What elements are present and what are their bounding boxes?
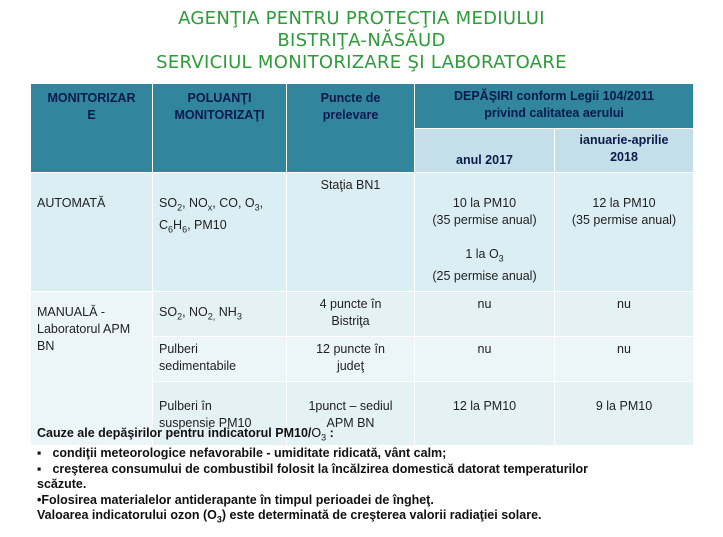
agency-county: BISTRIŢA-NĂSĂUD: [277, 30, 446, 51]
bullet-icon: ▪: [37, 446, 42, 461]
header-anul-2017: anul 2017: [415, 129, 555, 173]
row-manual-type: MANUALĂ - Laboratorul APM BN: [31, 291, 153, 445]
row-automata-pollutants: $SO_2$, $NO_x$, CO, $O_3$, $C_6H_6$, PM10: [153, 173, 287, 292]
row-manual-2-2018: nu: [555, 336, 694, 381]
exceedance-causes-notes: [37, 426, 697, 529]
row-manual-1-2018: nu: [555, 291, 694, 336]
row-manual-1-point: 4 puncte în Bistriţa: [287, 291, 415, 336]
agency-title: AGENŢIA PENTRU PROTECŢIA MEDIULUI: [178, 8, 545, 29]
row-manual-2-point: 12 puncte în judeţ: [287, 336, 415, 381]
row-manual-3-pollutants: Pulberi în suspensie PM10: [153, 381, 287, 445]
row-automata-type: AUTOMATĂ: [31, 173, 153, 292]
notes-heading: Cauze ale depăşirilor pentru indicatorul $PM10/O_3$ :: [37, 426, 334, 443]
header-monitorizare: MONITORIZAR E: [31, 84, 153, 173]
row-manual-3-2018: 9 la PM10: [555, 381, 694, 445]
row-automata-2017: 10 la PM10 (35 permise anual) 1 la $O_3$ (25 permise anual): [415, 173, 555, 292]
bullet-icon: ▪: [37, 461, 42, 476]
row-manual-1-pollutants: $SO_2$, $NO_{2,}$ $NH_3$: [153, 291, 287, 336]
notes-cause-antiskid: •Folosirea materialelor antiderapante în timpul perioadei de îngheţ.: [37, 492, 434, 507]
row-manual-2-pollutants: Pulberi sedimentabile: [153, 336, 287, 381]
row-automata-point: Staţia BN1: [287, 173, 415, 292]
header-ianuarie-2018: ianuarie-aprilie 2018: [555, 129, 694, 173]
monitoring-table: [30, 83, 694, 446]
header-poluanti: POLUANŢI MONITORIZAŢI: [153, 84, 287, 173]
row-manual-2-2017: nu: [415, 336, 555, 381]
notes-ozone: Valoarea indicatorului ozon $(O_3)$ este determinată de creşterea valorii radiaţiei solare.: [37, 508, 542, 525]
notes-cause-weather: ▪ condiţii meteorologice nefavorabile - umiditate ridicată, vânt calm;: [37, 446, 447, 461]
notes-cause-fuel-cont: scăzute.: [37, 477, 87, 492]
row-manual-3-point: 1punct – sediul APM BN: [287, 381, 415, 445]
notes-cause-fuel: ▪ creşterea consumului de combustibil folosit la încălzirea domestică datorat temperaturilor: [37, 461, 589, 476]
header-puncte: Puncte de prelevare: [287, 84, 415, 173]
department-title: SERVICIUL MONITORIZARE ŞI LABORATOARE: [156, 52, 567, 73]
row-automata-2018: 12 la PM10 (35 permise anual): [555, 173, 694, 292]
row-manual-1-2017: nu: [415, 291, 555, 336]
header-depasiri: DEPĂŞIRI conform Legii 104/2011 privind calitatea aerului: [415, 84, 694, 129]
row-manual-3-2017: 12 la PM10: [415, 381, 555, 445]
